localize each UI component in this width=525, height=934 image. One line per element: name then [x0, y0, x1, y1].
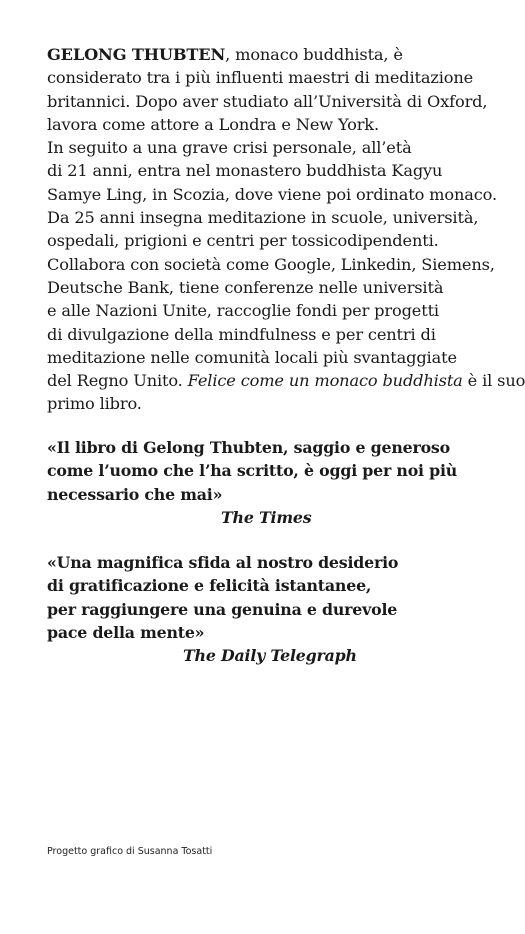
quote-line: «Il libro di Gelong Thubten, saggio e generoso	[47, 438, 450, 457]
quote-line: come l’uomo che l’ha scritto, è oggi per noi più	[47, 461, 458, 481]
author-name: GELONG THUBTEN	[47, 45, 226, 64]
review-quote-times	[47, 436, 477, 529]
quote-line: «Una magnifica sfida al nostro desiderio	[47, 553, 399, 572]
bio-line: Da 25 anni insegna meditazione in scuole, università,	[47, 208, 479, 228]
quote-line: necessario che mai»	[47, 484, 223, 504]
quote-line: per raggiungere una genuina e durevole	[47, 599, 398, 619]
bio-line: lavora come attore a Londra e New York.	[47, 114, 379, 134]
quote-line: di gratificazione e felicità istantanee,	[47, 576, 372, 596]
bio-line: In seguito a una grave crisi personale, all’età	[47, 138, 412, 158]
bio-line: e alle Nazioni Unite, raccoglie fondi per progetti	[47, 301, 439, 321]
bio-text: del Regno Unito.	[47, 371, 188, 391]
quote-source: The Times	[221, 507, 312, 527]
bio-text: , monaco buddhista, è	[225, 45, 403, 64]
bio-line: di 21 anni, entra nel monastero buddhista Kagyu	[47, 161, 443, 181]
bio-line: ospedali, prigioni e centri per tossicodipendenti.	[47, 231, 439, 251]
bio-line: Deutsche Bank, tiene conferenze nelle università	[47, 277, 444, 297]
quote-source: The Daily Telegraph	[183, 646, 357, 666]
book-title: Felice come un monaco buddhista	[187, 371, 463, 391]
bio-line: meditazione nelle comunità locali più svantaggiate	[47, 347, 457, 367]
bio-line: Samye Ling, in Scozia, dove viene poi ordinato monaco.	[47, 184, 497, 204]
bio-line: considerato tra i più influenti maestri di meditazione	[47, 68, 474, 88]
bio-line: di divulgazione della mindfulness e per centri di	[47, 324, 436, 344]
quote-line: pace della mente»	[47, 622, 205, 642]
design-credits: Progetto grafico di Susanna Tosatti	[47, 846, 213, 857]
bio-line	[47, 43, 477, 66]
review-quote-telegraph	[47, 551, 477, 667]
bio-line: britannici. Dopo aver studiato all’Università di Oxford,	[47, 91, 488, 111]
bio-line	[47, 369, 525, 392]
bio-line: Collabora con società come Google, Linkedin, Siemens,	[47, 254, 495, 274]
bio-text: è il suo	[462, 371, 525, 391]
bio-line: primo libro.	[47, 394, 142, 414]
author-biography	[47, 43, 525, 416]
